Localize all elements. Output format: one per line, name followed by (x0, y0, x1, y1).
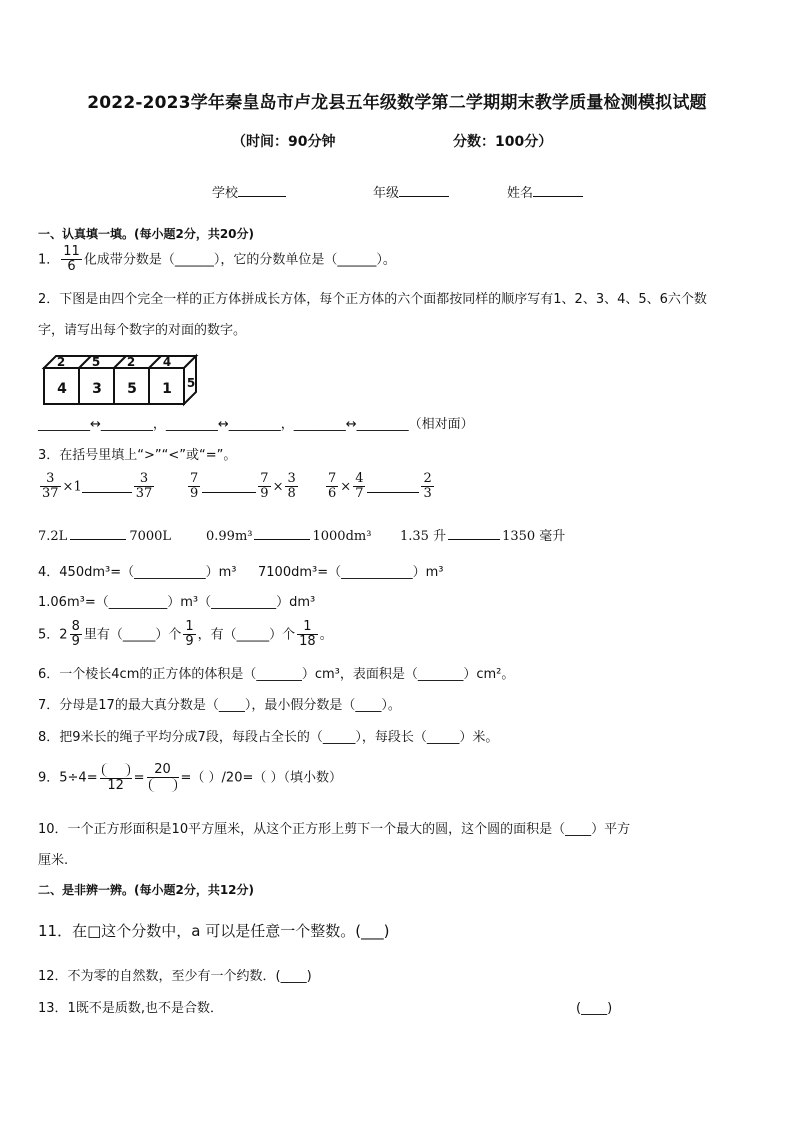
question-8[interactable]: 8．把9米长的绳子平均分成7段，每段占全长的（_____），每段长（_____）米。 (38, 730, 499, 745)
q5-text-1: 里有（_____）个 (83, 627, 182, 643)
q3-r1a-num: 3 (40, 472, 61, 487)
q5-text-2: ，有（_____）个 (197, 627, 296, 643)
q5-text-3: 。 (319, 627, 333, 643)
q3-row1-c (324, 472, 436, 502)
question-3: 3．在括号里填上“>”“<”或“=”。 (38, 448, 237, 463)
q3-row2-c (400, 527, 565, 543)
q9-num2: 20 (147, 763, 179, 778)
grade-blank[interactable] (399, 184, 449, 197)
q5-f3-num: 1 (297, 620, 318, 635)
q3-r1c-den: 9 (190, 486, 199, 502)
q3-r1b-num: 3 (134, 472, 155, 487)
school-label: 学校 (212, 186, 239, 201)
q3-r2f: 1350 毫升 (502, 529, 566, 544)
q9-prefix: 9．5÷4= (38, 770, 98, 786)
q3-blank-3[interactable] (367, 480, 419, 493)
question-12[interactable]: 12．不为零的自然数，至少有一个约数．(____) (38, 969, 312, 984)
page-title: 2022-2023学年秦皇岛市卢龙县五年级数学第二学期期末教学质量检测模拟试题 (87, 93, 707, 113)
time-label: （时间：90分钟 (232, 134, 336, 150)
question-4-b[interactable]: 7100dm³=（___________）m³ (258, 565, 444, 580)
q5-f2-den: 9 (185, 634, 194, 650)
school-field[interactable] (212, 182, 286, 201)
q3-r2d: 1000dm³ (312, 529, 372, 544)
question-10-line2: 厘米. (38, 853, 69, 868)
q5-f3-den: 18 (299, 634, 316, 650)
q1-frac-num: 11 (63, 244, 80, 259)
q5-number: 5． (38, 627, 60, 643)
question-2-line1: 2．下图是由四个完全一样的正方体拼成长方体，每个正方体的六个面都按同样的顺序写有1、2、3、4、5、6六个数 (38, 292, 707, 307)
cube-2-top-number: 5 (91, 355, 101, 369)
q3-blank-2[interactable] (202, 480, 256, 493)
question-1 (38, 245, 396, 275)
question-6[interactable]: 6．一个棱长4cm的正方体的体积是（_______）cm³，表面积是（_______）cm²。 (38, 667, 515, 682)
q1-text: 化成带分数是（______），它的分数单位是（______）。 (83, 252, 396, 268)
q3-r1d-den: 9 (260, 486, 269, 502)
question-11[interactable]: 11．在□这个分数中，a 可以是任意一个整数。(___) (38, 922, 390, 940)
question-9: 9．5÷4= 12 = 20 =（ ）/20=（ ）（填小数） (38, 762, 342, 793)
question-13: 13．1既不是质数,也不是合数． (38, 1001, 223, 1016)
question-5 (38, 620, 333, 650)
q3-r1h-den: 3 (423, 486, 432, 502)
question-7[interactable]: 7．分母是17的最大真分数是（____），最小假分数是（____）。 (38, 698, 401, 713)
question-2-line2: 字，请写出每个数字的对面的数字。 (38, 323, 247, 338)
q3-blank-5[interactable] (254, 527, 310, 540)
q3-r1c-num: 7 (190, 471, 199, 486)
q3-r1a-op: ×1 (62, 479, 82, 495)
q3-r1g-num: 4 (355, 471, 364, 486)
grade-field[interactable] (373, 182, 449, 201)
q3-r1b-den: 37 (135, 486, 153, 502)
q1-number: 1． (38, 252, 60, 268)
school-blank[interactable] (238, 184, 286, 197)
q5-f1-den: 9 (71, 634, 80, 650)
q3-r2a: 7.2L (38, 529, 68, 544)
q3-r1f-num: 7 (328, 471, 337, 486)
q3-blank-4[interactable] (70, 527, 126, 540)
q3-r2c: 0.99m³ (206, 529, 253, 544)
q3-r1a-den: 37 (42, 486, 59, 502)
cube-diagram (40, 352, 200, 407)
q3-r1f-op: × (340, 479, 352, 495)
q5-whole: 2 (59, 627, 68, 643)
cube-2-front-number: 3 (92, 381, 102, 397)
q2-answer-line[interactable]: ________↔________，________↔________，________↔________（相对面） (38, 417, 474, 432)
q13-answer-blank[interactable]: (____) (576, 1001, 613, 1016)
grade-label: 年级 (373, 186, 400, 201)
q3-row2-a (38, 527, 171, 543)
name-blank[interactable] (533, 184, 583, 197)
score-label: 分数：100分） (453, 134, 553, 150)
q3-row1-b (186, 472, 300, 502)
q5-f2-num: 1 (185, 619, 194, 634)
question-10-line1[interactable]: 10．一个正方形面积是10平方厘米，从这个正方形上剪下一个最大的圆，这个圆的面积是（____）平方 (38, 822, 631, 837)
q3-r1d-num: 7 (260, 471, 269, 486)
section-1-heading: 一、认真填一填。(每小题2分，共20分) (38, 227, 255, 241)
cube-side-number: 5 (186, 376, 196, 390)
q3-r1f-den: 6 (328, 486, 337, 502)
q9-suffix[interactable]: =（ ）/20=（ ）（填小数） (180, 770, 342, 786)
name-label: 姓名 (507, 186, 534, 201)
q3-row2-b (206, 527, 371, 543)
q3-blank-6[interactable] (448, 527, 500, 540)
q5-f1-num: 8 (71, 619, 80, 634)
q3-r1g-den: 7 (355, 486, 364, 502)
cube-4-top-number: 4 (162, 355, 172, 369)
cube-3-top-number: 2 (126, 355, 136, 369)
cube-1-top-number: 2 (56, 355, 66, 369)
q3-blank-1[interactable] (82, 480, 132, 493)
q3-row1 (38, 472, 156, 502)
q3-r2e: 1.35 升 (400, 529, 447, 544)
section-2-heading: 二、是非辨一辨。(每小题2分，共12分) (38, 883, 255, 897)
name-field[interactable] (507, 182, 583, 201)
question-4-a[interactable]: 4．450dm³=（___________）m³ (38, 565, 237, 580)
q9-num-blank[interactable] (100, 763, 132, 779)
cube-3-front-number: 5 (127, 381, 137, 397)
cube-1-front-number: 4 (57, 381, 67, 397)
q3-r1h-num: 2 (423, 471, 432, 486)
q3-r1d-op: × (272, 479, 284, 495)
q3-r1e-num: 3 (287, 471, 296, 486)
q1-fraction (61, 245, 82, 275)
q3-r1e-den: 8 (287, 486, 296, 502)
q3-r2b: 7000L (129, 529, 172, 544)
cube-4-front-number: 1 (162, 381, 172, 397)
q9-den1: 12 (107, 778, 124, 793)
q1-frac-den: 6 (67, 259, 76, 275)
q9-den-blank[interactable] (147, 778, 179, 793)
question-4-c[interactable]: 1.06m³=（_________）m³（__________）dm³ (38, 595, 316, 610)
